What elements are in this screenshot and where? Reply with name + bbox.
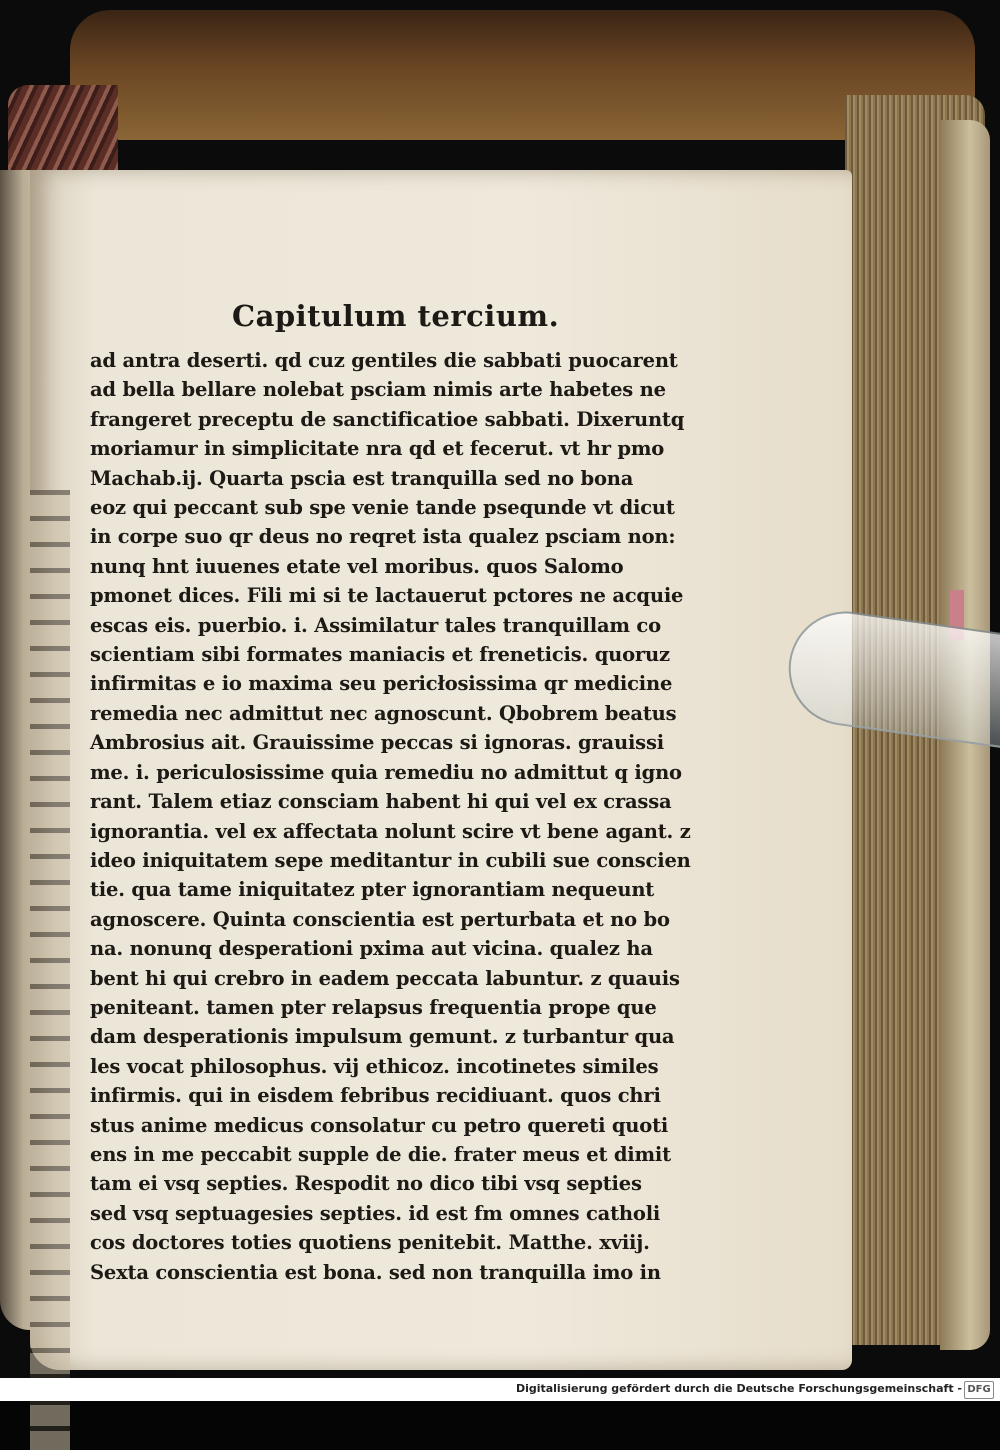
text-line: sed vsq septuagesies septies. id est fm omnes catholi (90, 1201, 661, 1225)
dfg-logo-icon: DFG (964, 1381, 994, 1399)
text-line: escas eis. puerbio. i. Assimilatur tales tranquillam co (90, 613, 661, 637)
text-line: scientiam sibi formates maniacis et freneticis. quoruz (90, 643, 670, 667)
text-line: ens in me peccabit supple de die. frater meus et dimit (90, 1142, 671, 1166)
text-line: frangeret preceptu de sanctificatioe sabbati. Dixeruntq (90, 407, 685, 431)
text-line: Ambrosius ait. Grauissime peccas si ignoras. grauissi (90, 731, 664, 755)
text-line: ad bella bellare nolebat psciam nimis arte habetes ne (90, 378, 666, 402)
text-line: ignorantia. vel ex affectata nolunt scire vt bene agant. z (90, 819, 691, 843)
facing-page-text-fragment (30, 490, 70, 1450)
text-lines (90, 346, 691, 1287)
funding-credit: Digitalisierung gefördert durch die Deutsche Forschungsgemeinschaft - (515, 1382, 962, 1395)
text-line: nunq hnt iuuenes etate vel moribus. quos Salomo (90, 554, 624, 578)
book-top-edge (70, 10, 975, 140)
text-line: infirmis. qui in eisdem febribus recidiuant. quos chri (90, 1084, 661, 1108)
text-line: cos doctores toties quotiens penitebit. Matthe. xviij. (90, 1231, 650, 1255)
chapter-heading: Capitulum tercium. (232, 299, 560, 333)
text-line: pmonet dices. Fili mi si te lactauerut pctores ne acquie (90, 584, 684, 608)
text-line: bent hi qui crebro in eadem peccata labuntur. z quauis (90, 966, 680, 990)
text-line: dam desperationis impulsum gemunt. z turbantur qua (90, 1025, 675, 1049)
page-text-block (90, 296, 691, 1287)
text-line: infirmitas e io maxima seu pericłosissima qr medicine (90, 672, 673, 696)
text-line: rant. Talem etiaz consciam habent hi qui vel ex crassa (90, 790, 672, 814)
text-line: stus anime medicus consolatur cu petro quereti quoti (90, 1113, 669, 1137)
text-line: eoz qui peccant sub spe venie tande psequnde vt dicut (90, 496, 675, 520)
text-line: agnoscere. Quinta conscientia est perturbata et no bo (90, 907, 670, 931)
text-line: remedia nec admittut nec agnoscunt. Qbobrem beatus (90, 701, 677, 725)
text-line: Machab.ij. Quarta pscia est tranquilla sed no bona (90, 466, 634, 490)
text-line: ad antra deserti. qd cuz gentiles die sabbati puocarent (90, 349, 678, 372)
text-line: les vocat philosophus. vij ethicoz. incotinetes similes (90, 1054, 659, 1078)
text-line: in corpe suo qr deus no reqret ista qualez psciam non: (90, 525, 676, 549)
text-line: tam ei vsq septies. Respodit no dico tibi vsq septies (90, 1172, 642, 1196)
text-line: me. i. periculosissime quia remediu no admittut q igno (90, 760, 682, 784)
text-line: peniteant. tamen pter relapsus frequentia prope que (90, 995, 657, 1019)
footer-bar (0, 1378, 1000, 1401)
text-line: tie. qua tame iniquitatez pter ignorantiam nequeunt (90, 878, 655, 902)
text-line: moriamur in simplicitate nra qd et fecerut. vt hr pmo (90, 437, 665, 461)
text-line: Sexta conscientia est bona. sed non tranquilla imo in (90, 1260, 661, 1284)
text-line: ideo iniquitatem sepe meditantur in cubili sue conscien (90, 848, 691, 872)
text-line: na. nonunq desperationi pxima aut vicina. qualez ha (90, 937, 653, 961)
